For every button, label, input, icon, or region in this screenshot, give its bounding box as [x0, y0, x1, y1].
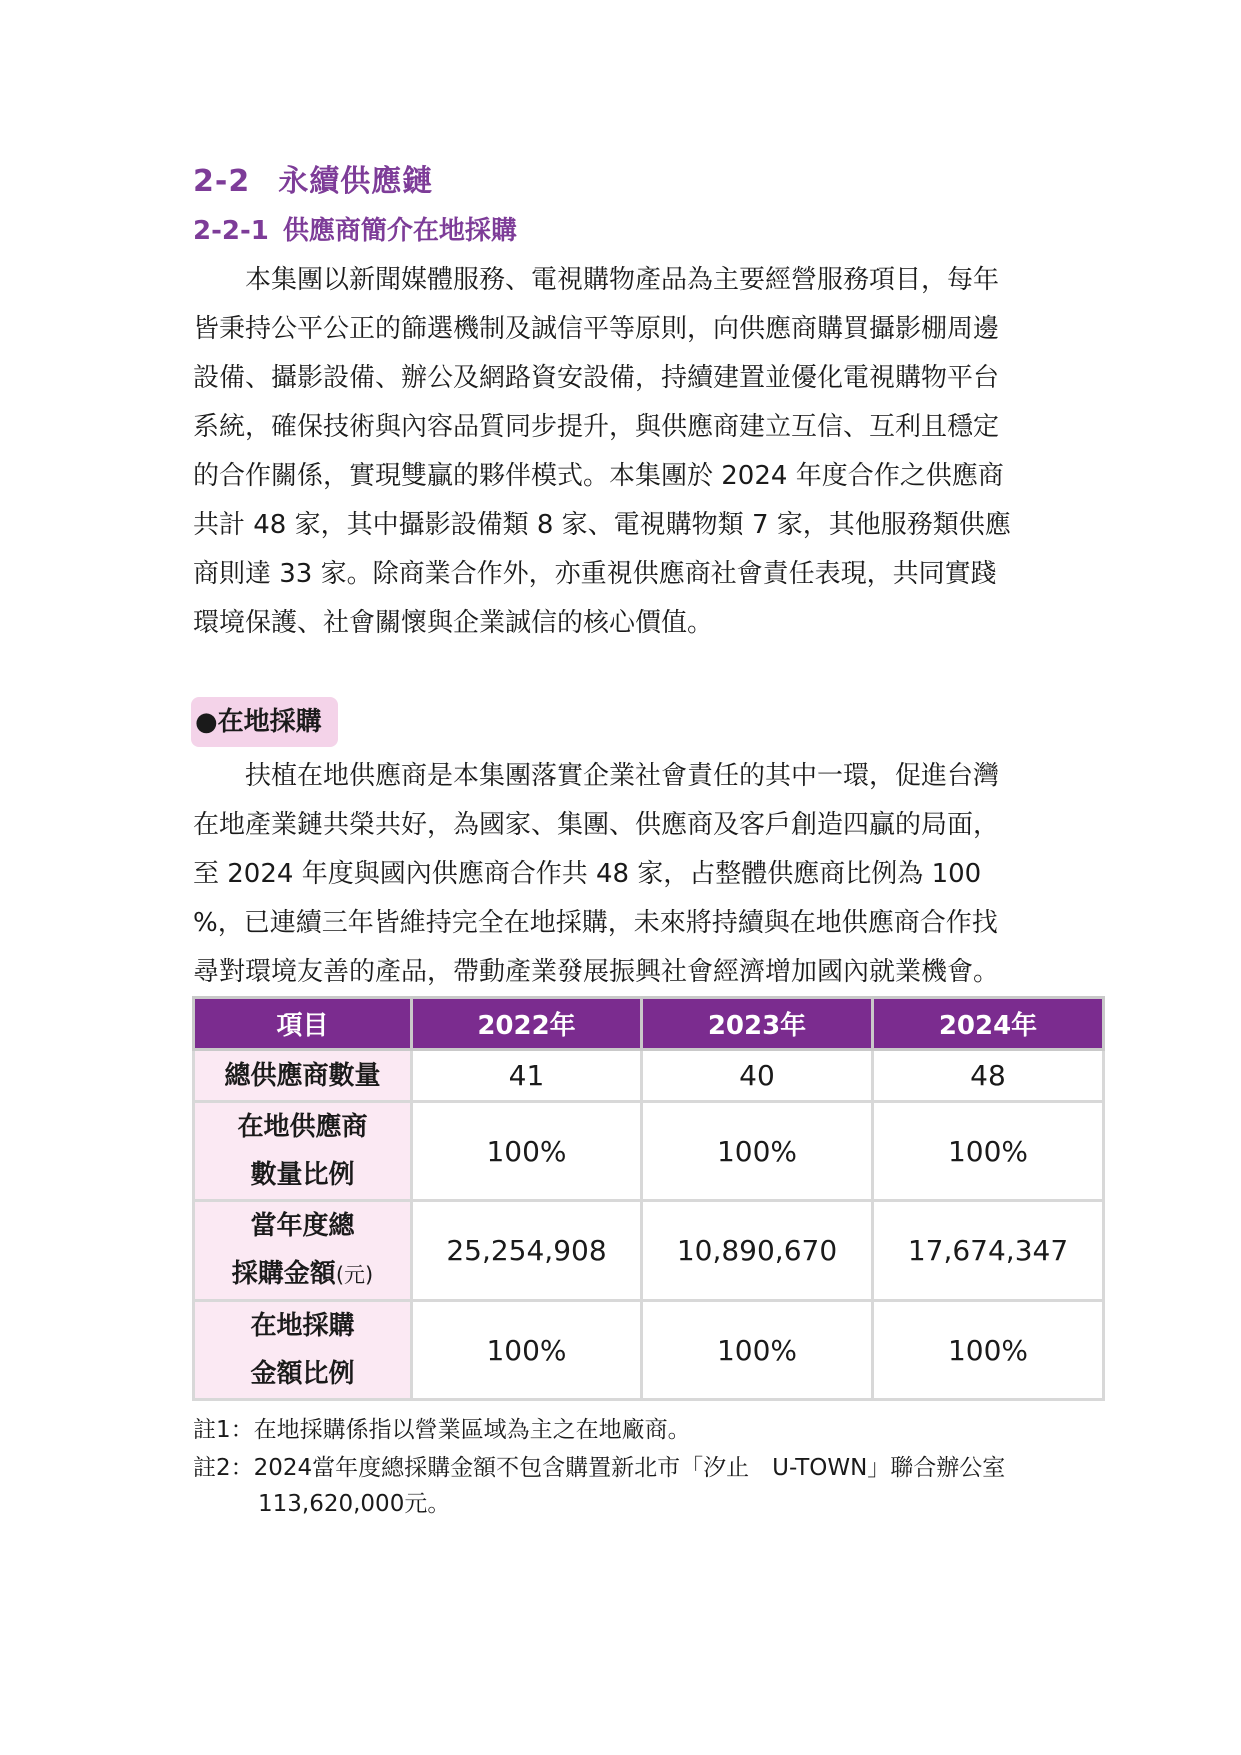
column-header-2023: 2023年 — [642, 998, 873, 1050]
local-procurement-paragraph — [193, 752, 1093, 997]
table-header-row — [194, 998, 1104, 1050]
table-cell: 41 — [412, 1050, 642, 1102]
row-label-text: 數量比例 — [250, 1160, 355, 1190]
row-label — [194, 1301, 412, 1400]
table-cell: 100% — [642, 1102, 873, 1201]
row-label — [194, 1050, 412, 1102]
paragraph-line: 商則達 33 家。除商業合作外，亦重視供應商社會責任表現，共同實踐 — [193, 559, 997, 589]
table-row — [194, 1201, 1104, 1301]
paragraph-line: 共計 48 家，其中攝影設備類 8 家、電視購物類 7 家，其他服務類供應 — [193, 510, 1011, 540]
row-label — [194, 1201, 412, 1301]
section-heading — [193, 156, 433, 200]
paragraph-line: 本集團以新聞媒體服務、電視購物產品為主要經營服務項目，每年 — [193, 265, 1000, 295]
paragraph-line: 尋對環境友善的產品，帶動產業發展振興社會經濟增加國內就業機會。 — [193, 957, 1000, 987]
row-label-text: 金額比例 — [250, 1359, 355, 1389]
table-row — [194, 1102, 1104, 1201]
row-label-text: 在地供應商 — [237, 1112, 368, 1142]
subsection-number: 2-2-1 — [193, 216, 269, 246]
row-label — [194, 1102, 412, 1201]
paragraph-line: 在地產業鏈共榮共好，為國家、集團、供應商及客戶創造四贏的局面， — [193, 810, 1000, 840]
paragraph-line: 的合作關係，實現雙贏的夥伴模式。本集團於 2024 年度合作之供應商 — [193, 461, 1004, 491]
local-procurement-tag: ●在地採購 — [191, 697, 338, 747]
paragraph-line: %，已連續三年皆維持完全在地採購，未來將持續與在地供應商合作找 — [193, 908, 998, 938]
footnote-2: 註2：2024當年度總採購金額不包含購置新北市「汐止 U-TOWN」聯合辦公室 — [193, 1455, 1006, 1481]
table-cell: 25,254,908 — [412, 1201, 642, 1301]
row-label-text: 總供應商數量 — [224, 1060, 381, 1091]
paragraph-line: 系統，確保技術與內容品質同步提升，與供應商建立互信、互利且穩定 — [193, 412, 1000, 442]
row-label-text: 在地採購 — [250, 1311, 355, 1341]
table-row — [194, 1050, 1104, 1102]
table-cell: 100% — [873, 1102, 1104, 1201]
paragraph-line: 設備、攝影設備、辦公及網路資安設備，持續建置並優化電視購物平台 — [193, 363, 1000, 393]
paragraph-line: 環境保護、社會關懷與企業誠信的核心價值。 — [193, 608, 714, 638]
table-cell: 40 — [642, 1050, 873, 1102]
column-header-2022: 2022年 — [412, 998, 642, 1050]
subsection-title: 供應商簡介在地採購 — [282, 216, 517, 246]
intro-paragraph — [193, 256, 1093, 648]
section-number: 2-2 — [193, 164, 251, 199]
column-header-item: 項目 — [194, 998, 412, 1050]
paragraph-line: 扶植在地供應商是本集團落實企業社會責任的其中一環，促進台灣 — [193, 761, 1000, 791]
section-title: 永續供應鏈 — [278, 164, 434, 199]
table-cell: 17,674,347 — [873, 1201, 1104, 1301]
column-header-2024: 2024年 — [873, 998, 1104, 1050]
row-label-text: 當年度總 — [250, 1211, 355, 1241]
table-cell: 10,890,670 — [642, 1201, 873, 1301]
table-cell: 48 — [873, 1050, 1104, 1102]
table-cell: 100% — [412, 1102, 642, 1201]
subsection-heading — [193, 210, 517, 247]
supplier-table — [192, 996, 1105, 1401]
row-label-text: 採購金額 — [231, 1259, 336, 1289]
footnote-2-continued: 113,620,000元。 — [258, 1491, 451, 1517]
table-cell: 100% — [412, 1301, 642, 1400]
table-cell: 100% — [873, 1301, 1104, 1400]
footnote-1: 註1：在地採購係指以營業區域為主之在地廠商。 — [193, 1417, 691, 1443]
table-row — [194, 1301, 1104, 1400]
paragraph-line: 皆秉持公平公正的篩選機制及誠信平等原則，向供應商購買攝影棚周邊 — [193, 314, 1000, 344]
row-label-unit: (元) — [335, 1263, 374, 1287]
table-cell: 100% — [642, 1301, 873, 1400]
paragraph-line: 至 2024 年度與國內供應商合作共 48 家，占整體供應商比例為 100 — [193, 859, 982, 889]
